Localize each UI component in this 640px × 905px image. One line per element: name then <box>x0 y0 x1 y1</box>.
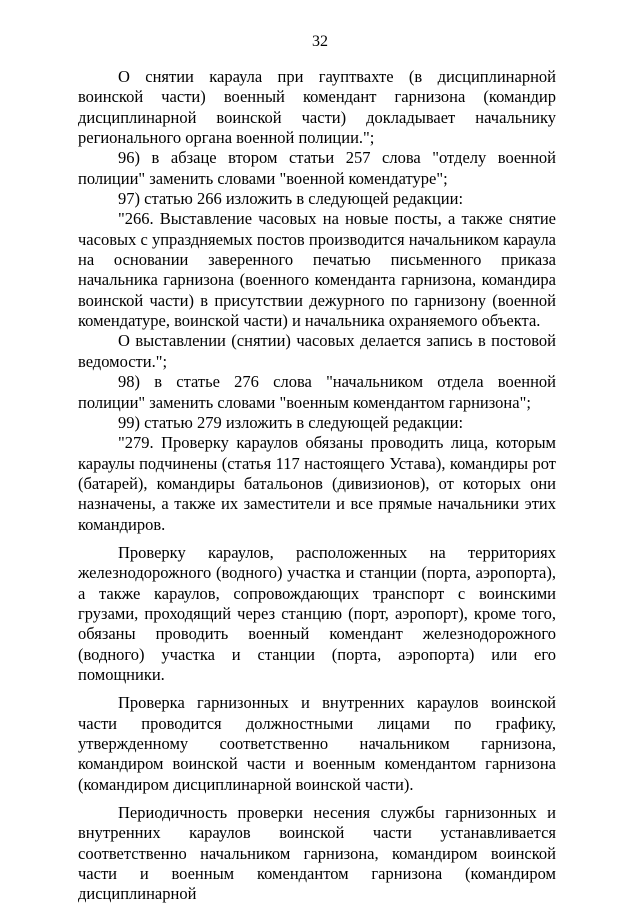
paragraph-post-record: О выставлении (снятии) часовых делается запись в постовой ведомости."; <box>78 331 556 371</box>
paragraph-amend-98: 98) в статье 276 слова "начальником отдела военной полиции" заменить словами "военным комендантом гарнизона"; <box>78 372 556 412</box>
paragraph-guardhouse-removal: О снятии караула при гауптвахте (в дисциплинарной воинской части) военный комендант гарнизона (командир дисциплинарной воинской части) докладывает начальнику регионального органа военной полиции."; <box>78 67 556 148</box>
page-number: 32 <box>312 33 328 50</box>
paragraph-article-266: "266. Выставление часовых на новые посты, а также снятие часовых с упраздняемых постов производится начальником караула на основании заверенного печатью письменного приказа начальника гарнизона (военного коменданта гарнизона, командира воинской части) в присутствии дежурного по гарнизону (военной комендатуре, воинской части) и начальника охраняемого объекта. <box>78 209 556 331</box>
paragraph-amend-97: 97) статью 266 изложить в следующей редакции: <box>118 189 464 209</box>
paragraph-periodicity: Периодичность проверки несения службы гарнизонных и внутренних караулов воинской части устанавливается соответственно начальником гарнизона, командиром воинской части и военным комендантом гарнизона (командиром дисциплинарной <box>78 803 556 904</box>
document-body <box>78 67 556 905</box>
paragraph-amend-96: 96) в абзаце втором статьи 257 слова "отделу военной полиции" заменить словами "военной комендатуре"; <box>78 148 556 188</box>
paragraph-article-279: "279. Проверку караулов обязаны проводить лица, которым караулы подчинены (статья 117 настоящего Устава), командиры рот (батарей), командиры батальонов (дивизионов), от которых они назначены, а также их заместители и все прямые начальники этих командиров. <box>78 433 556 534</box>
paragraph-railway-guards: Проверку караулов, расположенных на территориях железнодорожного (водного) участка и станции (порта, аэропорта), а также караулов, сопровождающих транспорт с воинскими грузами, проходящий через станцию (порт, аэропорт), кроме того, обязаны проводить военный комендант железнодорожного (водного) участка и станции (порта, аэропорта) или его помощники. <box>78 542 556 684</box>
paragraph-schedule: Проверка гарнизонных и внутренних караулов воинской части проводится должностными лицами по графику, утвержденному соответственно начальником гарнизона, командиром воинской части и военным комендантом гарнизона (командиром дисциплинарной воинской части). <box>78 693 556 794</box>
paragraph-amend-99: 99) статью 279 изложить в следующей редакции: <box>118 412 464 432</box>
